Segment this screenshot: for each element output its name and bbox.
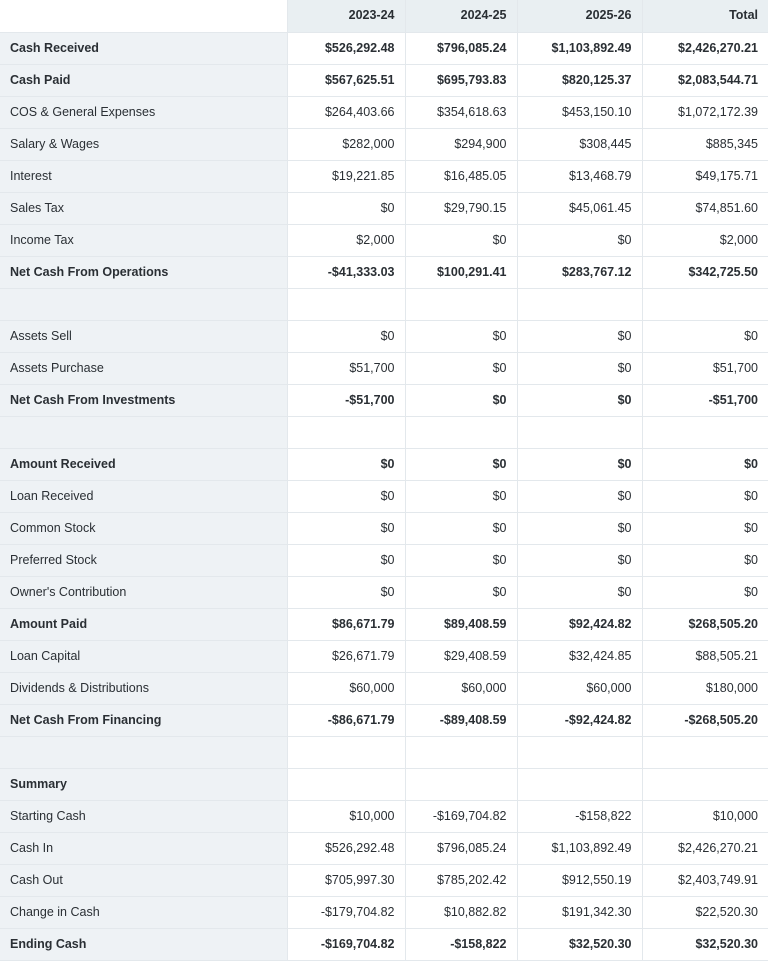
row-value-col-2: $89,408.59 [405,608,517,640]
table-row [0,128,768,160]
row-value-col-3: $0 [517,576,642,608]
row-value-col-1: $86,671.79 [287,608,405,640]
row-value-col-2: $0 [405,448,517,480]
row-label: Cash Out [0,864,287,896]
row-value-col-3: $0 [517,544,642,576]
row-value-col-3 [517,768,642,800]
row-value-col-4 [642,416,768,448]
table-row [0,832,768,864]
row-value-col-4: $22,520.30 [642,896,768,928]
row-value-col-4: -$51,700 [642,384,768,416]
row-value-col-4: $885,345 [642,128,768,160]
row-label: Ending Cash [0,928,287,960]
row-value-col-4: $342,725.50 [642,256,768,288]
row-value-col-2: $29,790.15 [405,192,517,224]
row-value-col-2: $10,882.82 [405,896,517,928]
row-value-col-2: $294,900 [405,128,517,160]
row-value-col-3: $191,342.30 [517,896,642,928]
row-value-col-3: $283,767.12 [517,256,642,288]
row-value-col-3: $0 [517,512,642,544]
row-value-col-1 [287,768,405,800]
row-value-col-3: $453,150.10 [517,96,642,128]
row-label: Cash Received [0,32,287,64]
row-value-col-4: $0 [642,544,768,576]
table-row [0,224,768,256]
row-value-col-3: $92,424.82 [517,608,642,640]
row-label: Cash In [0,832,287,864]
row-value-col-1: $51,700 [287,352,405,384]
row-value-col-2: $0 [405,480,517,512]
table-row [0,256,768,288]
table-row [0,544,768,576]
table-row [0,864,768,896]
table-row [0,480,768,512]
row-value-col-3 [517,736,642,768]
row-label: Loan Received [0,480,287,512]
row-value-col-2: -$169,704.82 [405,800,517,832]
row-value-col-3: $13,468.79 [517,160,642,192]
row-value-col-4: $0 [642,320,768,352]
row-label: Loan Capital [0,640,287,672]
row-value-col-4: $2,426,270.21 [642,32,768,64]
row-value-col-4: $180,000 [642,672,768,704]
row-value-col-4: $0 [642,480,768,512]
row-value-col-3: -$158,822 [517,800,642,832]
row-label [0,416,287,448]
row-value-col-4: $2,000 [642,224,768,256]
row-value-col-4: $2,403,749.91 [642,864,768,896]
row-value-col-2 [405,288,517,320]
row-label: Amount Paid [0,608,287,640]
row-value-col-2: $0 [405,544,517,576]
row-value-col-3: $0 [517,352,642,384]
row-label: Common Stock [0,512,287,544]
row-value-col-3 [517,416,642,448]
row-value-col-1: $526,292.48 [287,32,405,64]
row-label: Net Cash From Operations [0,256,287,288]
row-label: Assets Purchase [0,352,287,384]
table-row [0,448,768,480]
row-value-col-2: $796,085.24 [405,32,517,64]
table-row [0,352,768,384]
row-value-col-4: $0 [642,448,768,480]
table-row [0,96,768,128]
row-value-col-1: $0 [287,448,405,480]
table-row [0,384,768,416]
row-value-col-2: $695,793.83 [405,64,517,96]
row-value-col-2 [405,736,517,768]
row-label: Net Cash From Investments [0,384,287,416]
table-row [0,576,768,608]
table-spacer-row [0,416,768,448]
header-row [0,0,768,32]
table-row [0,640,768,672]
row-label: Assets Sell [0,320,287,352]
row-value-col-4 [642,288,768,320]
row-label: Interest [0,160,287,192]
row-value-col-4: $1,072,172.39 [642,96,768,128]
row-value-col-3: $0 [517,480,642,512]
row-label: Starting Cash [0,800,287,832]
row-value-col-1: $705,997.30 [287,864,405,896]
row-value-col-3: $0 [517,448,642,480]
row-label: Owner's Contribution [0,576,287,608]
row-value-col-3: $0 [517,224,642,256]
row-value-col-1: $567,625.51 [287,64,405,96]
row-value-col-4: $0 [642,512,768,544]
row-value-col-4: $74,851.60 [642,192,768,224]
row-value-col-3: -$92,424.82 [517,704,642,736]
row-label: Change in Cash [0,896,287,928]
row-value-col-3: $912,550.19 [517,864,642,896]
row-value-col-2: $0 [405,576,517,608]
row-value-col-2: $796,085.24 [405,832,517,864]
row-label: Sales Tax [0,192,287,224]
row-label: Net Cash From Financing [0,704,287,736]
row-value-col-2 [405,768,517,800]
table-row [0,672,768,704]
row-value-col-1 [287,736,405,768]
row-value-col-2 [405,416,517,448]
table-row [0,608,768,640]
row-label [0,288,287,320]
row-value-col-1: -$169,704.82 [287,928,405,960]
row-value-col-2: $0 [405,320,517,352]
table-spacer-row [0,736,768,768]
row-value-col-1: $10,000 [287,800,405,832]
row-value-col-4: $268,505.20 [642,608,768,640]
table-row [0,896,768,928]
row-value-col-1: -$51,700 [287,384,405,416]
row-value-col-4: $2,083,544.71 [642,64,768,96]
column-header-2023-24: 2023-24 [287,0,405,32]
row-value-col-1: $0 [287,576,405,608]
row-value-col-3: $0 [517,320,642,352]
row-value-col-2: $0 [405,224,517,256]
row-value-col-1: $282,000 [287,128,405,160]
row-value-col-2: $785,202.42 [405,864,517,896]
row-value-col-1: $26,671.79 [287,640,405,672]
column-header-2025-26: 2025-26 [517,0,642,32]
row-value-col-3: $0 [517,384,642,416]
row-value-col-3: $32,520.30 [517,928,642,960]
row-value-col-1: $0 [287,320,405,352]
row-label: Income Tax [0,224,287,256]
row-value-col-1: $0 [287,192,405,224]
row-value-col-1: -$86,671.79 [287,704,405,736]
row-value-col-4: $32,520.30 [642,928,768,960]
table-row [0,512,768,544]
row-value-col-2: $100,291.41 [405,256,517,288]
row-value-col-1: $0 [287,480,405,512]
row-value-col-2: $29,408.59 [405,640,517,672]
row-value-col-4: $0 [642,576,768,608]
row-value-col-2: $0 [405,352,517,384]
column-header-total: Total [642,0,768,32]
row-label: Cash Paid [0,64,287,96]
row-value-col-4: -$268,505.20 [642,704,768,736]
row-value-col-3: $1,103,892.49 [517,32,642,64]
table-spacer-row [0,288,768,320]
row-value-col-4: $49,175.71 [642,160,768,192]
row-label: COS & General Expenses [0,96,287,128]
row-value-col-4 [642,736,768,768]
row-value-col-4: $51,700 [642,352,768,384]
row-value-col-3: $45,061.45 [517,192,642,224]
row-value-col-3: $308,445 [517,128,642,160]
row-value-col-1: -$179,704.82 [287,896,405,928]
row-value-col-4: $2,426,270.21 [642,832,768,864]
row-value-col-4: $10,000 [642,800,768,832]
row-label: Salary & Wages [0,128,287,160]
table-row [0,192,768,224]
column-header-2024-25: 2024-25 [405,0,517,32]
row-value-col-1: $19,221.85 [287,160,405,192]
row-label: Dividends & Distributions [0,672,287,704]
table-row [0,64,768,96]
table-body [0,32,768,960]
row-value-col-1: -$41,333.03 [287,256,405,288]
row-value-col-1 [287,288,405,320]
row-value-col-1: $0 [287,544,405,576]
row-value-col-3: $32,424.85 [517,640,642,672]
row-value-col-1: $60,000 [287,672,405,704]
table-row [0,928,768,960]
row-value-col-1: $2,000 [287,224,405,256]
table-row [0,320,768,352]
row-value-col-3 [517,288,642,320]
row-value-col-2: $0 [405,512,517,544]
table-row [0,704,768,736]
table-row [0,32,768,64]
table-header [0,0,768,32]
row-value-col-2: $60,000 [405,672,517,704]
row-value-col-2: $0 [405,384,517,416]
row-label: Amount Received [0,448,287,480]
table-row [0,160,768,192]
table-row [0,768,768,800]
row-value-col-2: $16,485.05 [405,160,517,192]
row-value-col-2: $354,618.63 [405,96,517,128]
row-label [0,736,287,768]
row-value-col-2: -$158,822 [405,928,517,960]
row-value-col-3: $60,000 [517,672,642,704]
table-row [0,800,768,832]
column-header-label [0,0,287,32]
row-value-col-4 [642,768,768,800]
row-value-col-1: $264,403.66 [287,96,405,128]
row-value-col-1: $0 [287,512,405,544]
row-label: Preferred Stock [0,544,287,576]
row-value-col-3: $820,125.37 [517,64,642,96]
row-value-col-3: $1,103,892.49 [517,832,642,864]
row-value-col-1 [287,416,405,448]
row-value-col-4: $88,505.21 [642,640,768,672]
row-label: Summary [0,768,287,800]
row-value-col-1: $526,292.48 [287,832,405,864]
row-value-col-2: -$89,408.59 [405,704,517,736]
